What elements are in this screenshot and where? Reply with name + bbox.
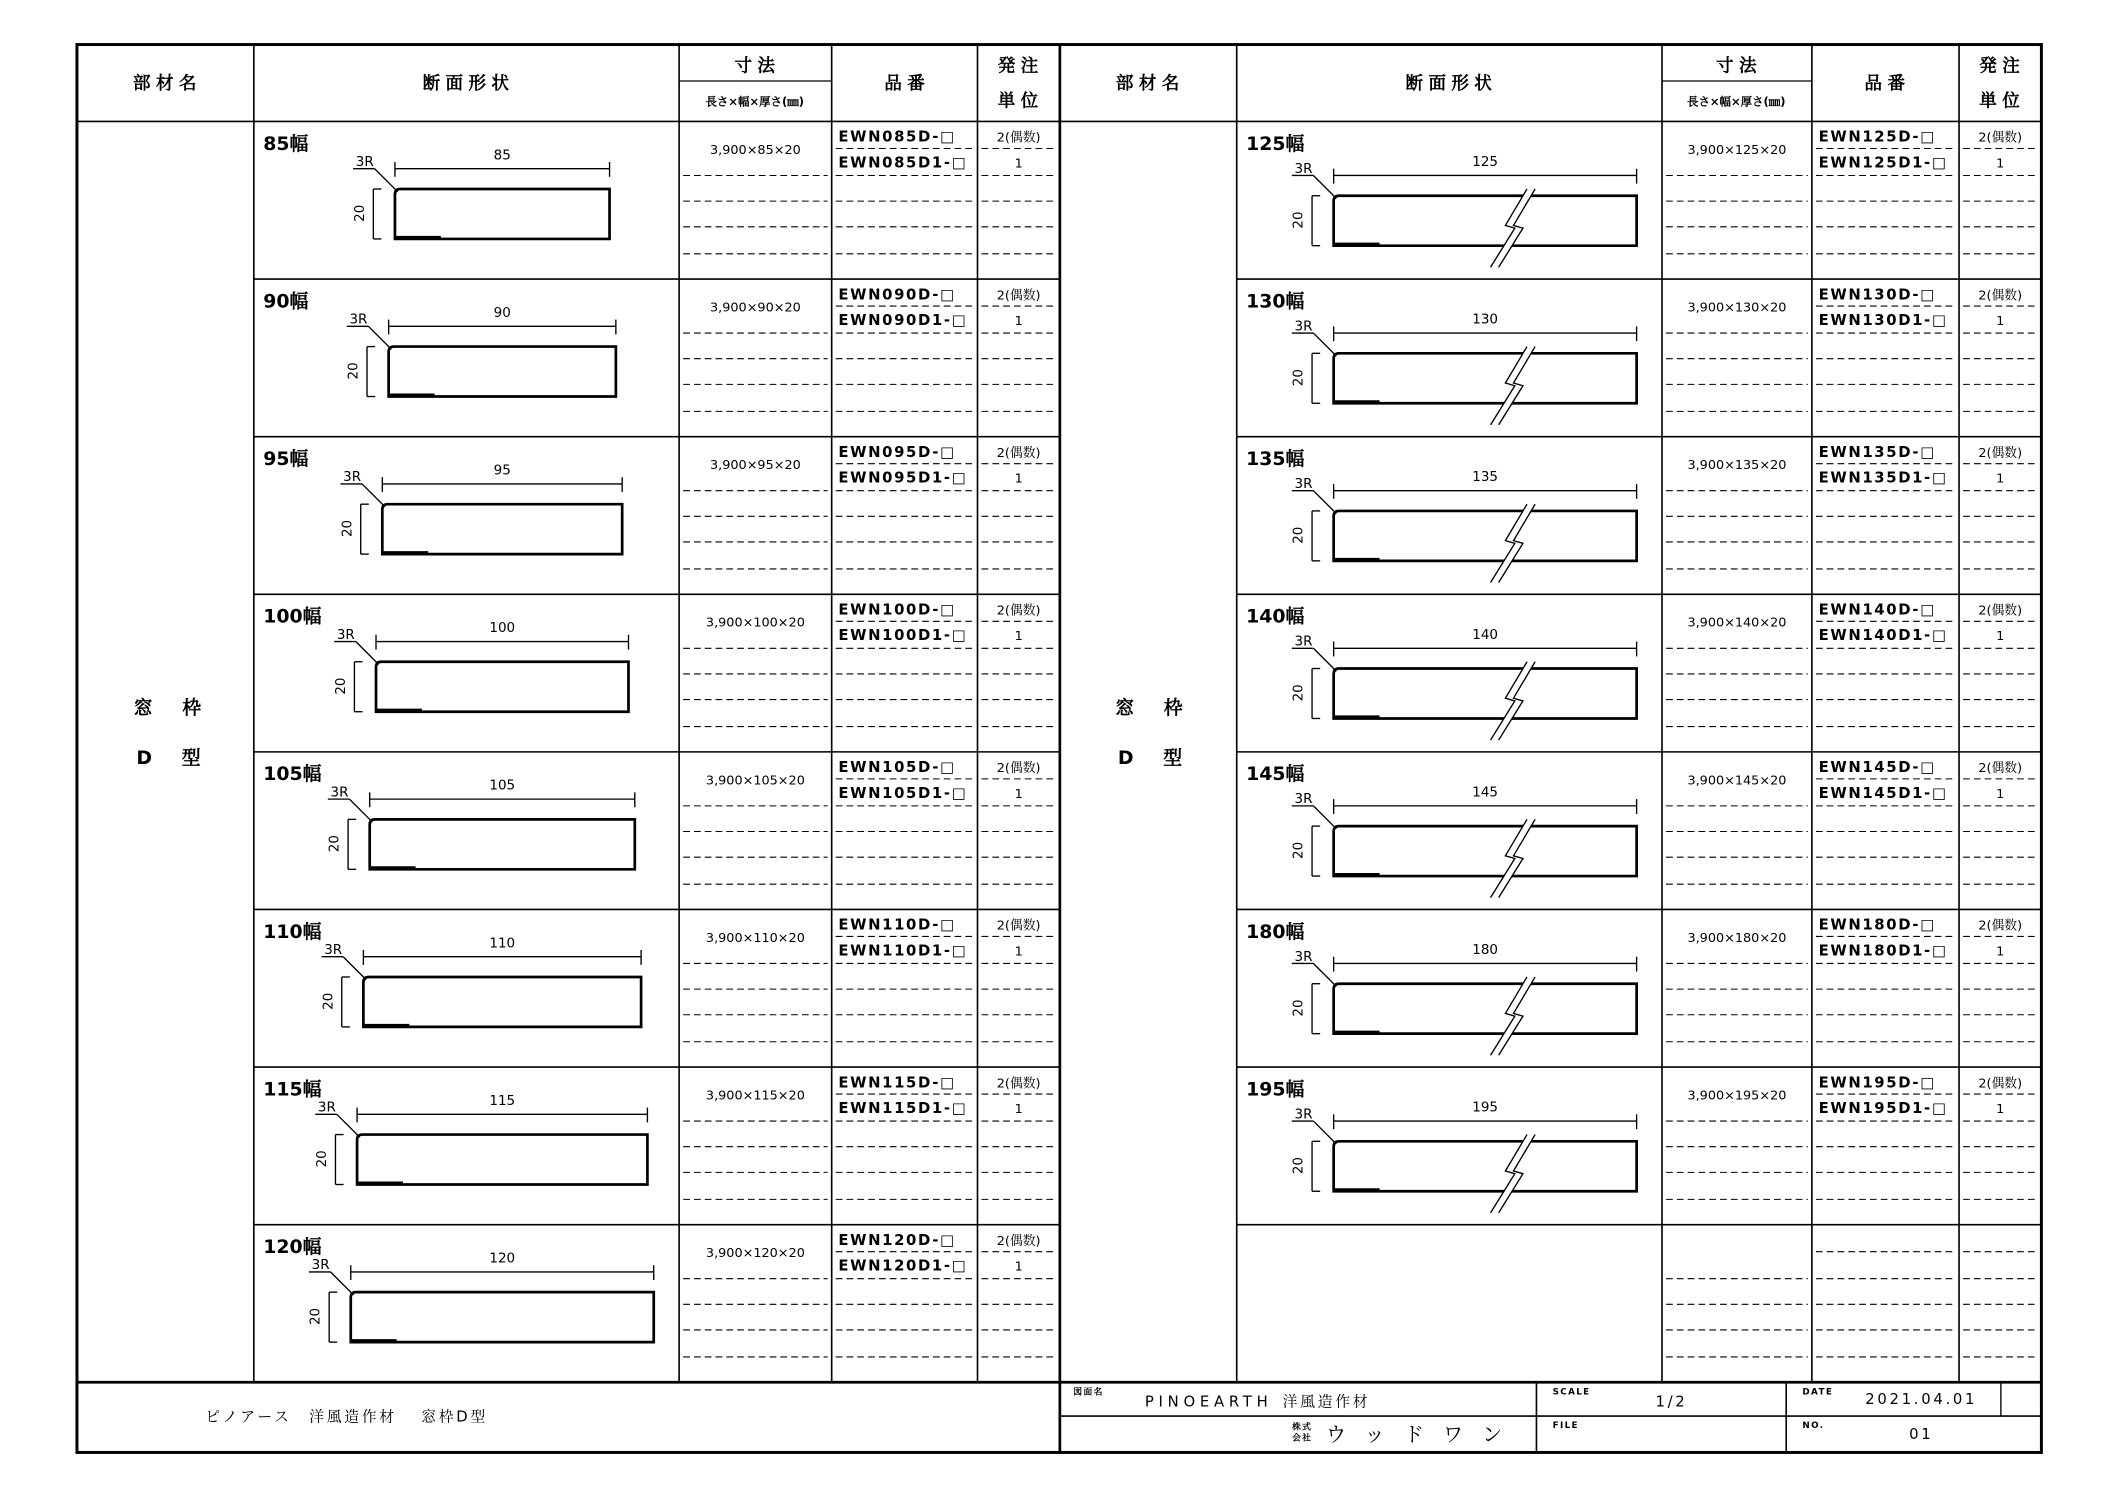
- table-row: [263, 129, 1056, 254]
- order-unit: 2(偶数): [1978, 445, 2023, 461]
- member-name-line2: D型: [136, 747, 231, 770]
- order-unit: 1: [1996, 629, 2005, 645]
- order-unit: 2(偶数): [996, 445, 1041, 461]
- header-dimensions-sub: 長さ×幅×厚さ(㎜): [705, 94, 804, 109]
- cross-section-drawing: [1291, 627, 1637, 740]
- table-row: [1237, 752, 2042, 898]
- dimensions-value: 3,900×135×20: [1687, 458, 1787, 474]
- order-unit: 2(偶数): [996, 918, 1041, 934]
- board-profile: [1334, 196, 1637, 246]
- header-dimensions-sub: 長さ×幅×厚さ(㎜): [1687, 94, 1786, 109]
- thickness-dimension-text: 20: [1290, 841, 1307, 859]
- order-unit: 2(偶数): [996, 1233, 1041, 1249]
- cross-section-drawing: [320, 935, 641, 1027]
- section-width-label: 145幅: [1246, 763, 1305, 786]
- board-profile: [1334, 353, 1637, 403]
- date-value: 2021.04.01: [1865, 1390, 1978, 1408]
- dimensions-value: 3,900×195×20: [1687, 1088, 1787, 1104]
- radius-leader: [1313, 806, 1336, 829]
- order-unit: 2(偶数): [1978, 603, 2023, 619]
- order-unit: 2(偶数): [1978, 130, 2023, 146]
- section-width-label: 135幅: [1246, 448, 1305, 471]
- order-unit: 1: [1996, 313, 2005, 329]
- thickness-dimension-text: 20: [1290, 1157, 1307, 1175]
- radius-label: 3R: [1294, 633, 1313, 650]
- part-number: EWN140D-□: [1818, 601, 1936, 619]
- no-label: NO.: [1802, 1421, 1825, 1432]
- order-unit: 2(偶数): [1978, 288, 2023, 304]
- sheet-frame: [77, 45, 2041, 1453]
- order-unit: 1: [1014, 471, 1023, 487]
- left-member-name: [134, 696, 231, 769]
- width-dimension-text: 130: [1472, 311, 1499, 328]
- order-unit: 1: [1014, 786, 1023, 802]
- dimensions-value: 3,900×110×20: [705, 930, 805, 946]
- thickness-dimension-text: 20: [1290, 369, 1307, 387]
- header-dimensions: 寸法: [734, 56, 781, 77]
- thickness-dimension-text: 20: [320, 992, 337, 1010]
- cross-section-drawing: [1291, 784, 1637, 897]
- radius-leader: [1313, 491, 1336, 514]
- dimensions-value: 3,900×105×20: [705, 773, 805, 789]
- footer-title-member: 窓枠D型: [421, 1408, 488, 1426]
- width-dimension-text: 110: [489, 935, 516, 952]
- part-number: EWN085D1-□: [838, 154, 968, 172]
- board-profile: [1334, 984, 1637, 1034]
- part-number: EWN105D-□: [838, 759, 956, 777]
- part-number: EWN145D-□: [1818, 759, 1936, 777]
- table-row: [254, 279, 1060, 411]
- order-unit: 1: [1014, 1101, 1023, 1117]
- radius-label: 3R: [330, 784, 349, 801]
- cross-section-drawing: [1291, 154, 1637, 267]
- width-dimension-text: 195: [1472, 1099, 1499, 1116]
- width-dimension-text: 180: [1472, 942, 1499, 959]
- footer-left: [205, 1407, 488, 1425]
- part-number: EWN090D1-□: [838, 311, 968, 329]
- part-number: EWN195D-□: [1818, 1074, 1936, 1092]
- width-dimension-text: 120: [489, 1250, 516, 1267]
- order-unit: 1: [1996, 471, 2005, 487]
- order-unit: 2(偶数): [996, 603, 1041, 619]
- radius-leader: [356, 642, 379, 665]
- order-unit: 2(偶数): [1978, 761, 2023, 777]
- board-profile: [1334, 826, 1637, 876]
- section-width-label: 105幅: [263, 763, 322, 786]
- board-profile: [357, 1135, 647, 1185]
- part-number: EWN195D1-□: [1818, 1099, 1948, 1117]
- board-profile: [1334, 669, 1637, 719]
- section-width-label: 130幅: [1246, 290, 1305, 313]
- thickness-dimension-text: 20: [345, 362, 362, 380]
- dimensions-value: 3,900×120×20: [705, 1246, 805, 1262]
- thickness-dimension-text: 20: [339, 519, 356, 538]
- scale-value: 1/2: [1655, 1393, 1688, 1411]
- part-number: EWN120D1-□: [838, 1257, 968, 1275]
- radius-label: 3R: [1294, 475, 1313, 492]
- part-number: EWN125D-□: [1818, 128, 1936, 146]
- right-panel-rows: [1237, 129, 2042, 1357]
- dimensions-value: 3,900×125×20: [1687, 142, 1787, 158]
- cross-section-drawing: [1291, 469, 1637, 582]
- width-dimension-text: 95: [493, 462, 511, 479]
- cross-section-drawing: [1291, 942, 1637, 1055]
- header-member-name: 部材名: [133, 74, 202, 95]
- radius-label: 3R: [1294, 318, 1313, 335]
- right-member-name: [1115, 696, 1212, 769]
- table-row: [254, 909, 1060, 1041]
- board-profile: [389, 347, 616, 397]
- part-number: EWN180D1-□: [1818, 942, 1948, 960]
- board-profile: [1334, 1141, 1637, 1191]
- table-row: [1237, 594, 2042, 740]
- thickness-dimension-text: 20: [1290, 211, 1307, 229]
- cross-section-drawing: [1291, 1100, 1637, 1213]
- order-unit: 1: [1014, 629, 1023, 645]
- width-dimension-text: 135: [1472, 469, 1499, 486]
- table-row: [1237, 1067, 2042, 1213]
- section-width-label: 115幅: [263, 1078, 322, 1101]
- thickness-dimension-text: 20: [332, 677, 349, 695]
- cross-section-drawing: [333, 620, 629, 712]
- table-row: [254, 437, 1060, 569]
- radius-label: 3R: [1294, 1106, 1313, 1123]
- section-width-label: 140幅: [1246, 605, 1305, 628]
- thickness-dimension-text: 20: [326, 835, 343, 853]
- header-order-unit-bottom: 単位: [1979, 91, 2026, 112]
- part-number: EWN110D1-□: [838, 942, 968, 960]
- part-number: EWN140D1-□: [1818, 627, 1948, 645]
- radius-leader: [362, 484, 385, 507]
- section-width-label: 110幅: [263, 920, 322, 943]
- part-number: EWN180D-□: [1818, 916, 1936, 934]
- radius-leader: [1313, 1121, 1336, 1144]
- section-width-label: 125幅: [1246, 132, 1305, 155]
- table-row: [254, 1225, 1060, 1357]
- width-dimension-text: 145: [1472, 784, 1499, 801]
- order-unit: 1: [1014, 944, 1023, 960]
- drawing-name: PINOEARTH: [1144, 1393, 1273, 1411]
- dimensions-value: 3,900×115×20: [705, 1088, 805, 1104]
- radius-leader: [1313, 333, 1336, 356]
- thickness-dimension-text: 20: [351, 204, 368, 222]
- part-number: EWN115D-□: [838, 1074, 956, 1092]
- footer-title-category: 洋風造作材: [309, 1408, 397, 1426]
- dimensions-value: 3,900×140×20: [1687, 615, 1787, 631]
- right-table-header: [1116, 56, 2025, 112]
- section-width-label: 90幅: [263, 290, 309, 313]
- company-name: ウッドワン: [1325, 1422, 1522, 1447]
- part-number: EWN085D-□: [838, 128, 956, 146]
- part-number: EWN110D-□: [838, 916, 956, 934]
- drawing-name-2: 洋風造作材: [1282, 1393, 1371, 1411]
- board-profile: [376, 662, 628, 712]
- radius-leader: [331, 1272, 354, 1295]
- company-prefix-1: 株式: [1292, 1422, 1313, 1433]
- order-unit: 2(偶数): [996, 288, 1041, 304]
- radius-leader: [368, 326, 391, 349]
- table-row: [1237, 1225, 2042, 1357]
- order-unit: 2(偶数): [996, 761, 1041, 777]
- cross-section-drawing: [346, 305, 616, 397]
- part-number: EWN115D1-□: [838, 1099, 968, 1117]
- order-unit: 1: [1996, 786, 2005, 802]
- header-order-unit-top: 発注: [997, 56, 1044, 77]
- part-number: EWN095D-□: [838, 443, 956, 461]
- footer-title-brand: ピノアース: [205, 1408, 292, 1426]
- section-width-label: 100幅: [263, 605, 322, 628]
- drawing-name-label: 図面名: [1073, 1387, 1104, 1398]
- part-number: EWN095D1-□: [838, 469, 968, 487]
- board-profile: [382, 504, 622, 554]
- order-unit: 1: [1014, 1259, 1023, 1275]
- width-dimension-text: 90: [493, 304, 511, 321]
- radius-label: 3R: [1294, 948, 1313, 965]
- left-table-header: [133, 56, 1044, 112]
- table-row: [254, 752, 1060, 884]
- header-section-shape: 断面形状: [422, 74, 515, 95]
- table-row: [254, 594, 1060, 726]
- part-number: EWN105D1-□: [838, 784, 968, 802]
- radius-leader: [1313, 175, 1336, 198]
- width-dimension-text: 105: [489, 777, 516, 794]
- thickness-dimension-text: 20: [1290, 526, 1307, 544]
- scale-label: SCALE: [1552, 1387, 1591, 1398]
- header-order-unit-top: 発注: [1979, 56, 2026, 77]
- dimensions-value: 3,900×130×20: [1687, 300, 1787, 316]
- radius-label: 3R: [343, 469, 362, 486]
- part-number: EWN145D1-□: [1818, 784, 1948, 802]
- order-unit: 2(偶数): [1978, 918, 2023, 934]
- cross-section-drawing: [308, 1250, 654, 1342]
- company-prefix-2: 会社: [1292, 1433, 1313, 1444]
- part-number: EWN100D-□: [838, 601, 956, 619]
- thickness-dimension-text: 20: [314, 1150, 331, 1168]
- part-number: EWN135D1-□: [1818, 469, 1948, 487]
- part-number: EWN100D1-□: [838, 627, 968, 645]
- radius-label: 3R: [324, 942, 343, 959]
- radius-label: 3R: [1294, 160, 1313, 177]
- dimensions-value: 3,900×180×20: [1687, 930, 1787, 946]
- radius-label: 3R: [317, 1099, 336, 1116]
- width-dimension-text: 85: [493, 147, 511, 164]
- width-dimension-text: 115: [489, 1092, 516, 1109]
- radius-label: 3R: [336, 626, 355, 643]
- order-unit: 2(偶数): [996, 1076, 1041, 1092]
- width-dimension-text: 140: [1472, 626, 1499, 643]
- section-width-label: 95幅: [263, 448, 309, 471]
- member-name-line2: D型: [1117, 747, 1212, 770]
- radius-label: 3R: [1294, 791, 1313, 808]
- date-label: DATE: [1802, 1387, 1834, 1398]
- cross-section-drawing: [327, 778, 635, 870]
- header-part-number: 品番: [1864, 74, 1911, 95]
- cross-section-drawing: [352, 147, 610, 239]
- dimensions-value: 3,900×85×20: [710, 142, 801, 158]
- order-unit: 1: [1014, 313, 1023, 329]
- radius-leader: [337, 1114, 360, 1137]
- part-number: EWN130D-□: [1818, 286, 1936, 304]
- part-number: EWN090D-□: [838, 286, 956, 304]
- table-row: [1237, 279, 2042, 425]
- order-unit: 2(偶数): [1978, 1076, 2023, 1092]
- radius-label: 3R: [355, 154, 374, 171]
- section-width-label: 85幅: [263, 132, 309, 155]
- section-width-label: 195幅: [1246, 1078, 1305, 1101]
- part-number: EWN120D-□: [838, 1231, 956, 1249]
- section-width-label: 180幅: [1246, 920, 1305, 943]
- dimensions-value: 3,900×95×20: [710, 458, 801, 474]
- thickness-dimension-text: 20: [1290, 684, 1307, 702]
- board-profile: [363, 977, 641, 1027]
- table-row: [1237, 437, 2042, 583]
- board-profile: [351, 1292, 654, 1342]
- header-dimensions: 寸法: [1716, 56, 1762, 77]
- radius-leader: [343, 957, 366, 980]
- width-dimension-text: 125: [1472, 154, 1499, 171]
- table-row: [1246, 129, 2037, 268]
- radius-label: 3R: [311, 1257, 330, 1274]
- header-section-shape: 断面形状: [1405, 74, 1498, 95]
- board-profile: [1334, 511, 1637, 561]
- table-row: [254, 1067, 1060, 1199]
- member-name-line1: 窓枠: [133, 697, 231, 720]
- dimensions-value: 3,900×90×20: [710, 300, 801, 316]
- no-value: 01: [1909, 1425, 1934, 1443]
- table-row: [1237, 909, 2042, 1055]
- radius-leader: [1313, 963, 1336, 986]
- radius-leader: [1313, 648, 1336, 671]
- file-label: FILE: [1552, 1421, 1579, 1432]
- part-number: EWN130D1-□: [1818, 311, 1948, 329]
- board-profile: [395, 189, 610, 239]
- member-name-line1: 窓枠: [1115, 697, 1213, 720]
- order-unit: 1: [1996, 1101, 2005, 1117]
- dimensions-value: 3,900×100×20: [705, 615, 805, 631]
- board-profile: [370, 819, 635, 869]
- thickness-dimension-text: 20: [1290, 999, 1307, 1017]
- cross-section-drawing: [1291, 312, 1637, 425]
- part-number: EWN135D-□: [1818, 443, 1936, 461]
- order-unit: 1: [1996, 156, 2005, 172]
- header-member-name: 部材名: [1115, 74, 1185, 95]
- cross-section-drawing: [339, 462, 622, 554]
- cross-section-drawing: [314, 1093, 647, 1185]
- radius-leader: [375, 169, 398, 192]
- width-dimension-text: 100: [489, 620, 516, 637]
- part-number: EWN125D1-□: [1818, 154, 1948, 172]
- order-unit: 2(偶数): [996, 130, 1041, 146]
- header-order-unit-bottom: 単位: [997, 91, 1044, 112]
- section-width-label: 120幅: [263, 1236, 322, 1259]
- order-unit: 1: [1014, 156, 1023, 172]
- thickness-dimension-text: 20: [307, 1307, 324, 1326]
- order-unit: 1: [1996, 944, 2005, 960]
- radius-label: 3R: [349, 311, 368, 328]
- dimensions-value: 3,900×145×20: [1687, 773, 1787, 789]
- left-panel-rows: [254, 129, 1060, 1357]
- header-part-number: 品番: [884, 74, 931, 95]
- radius-leader: [349, 799, 372, 822]
